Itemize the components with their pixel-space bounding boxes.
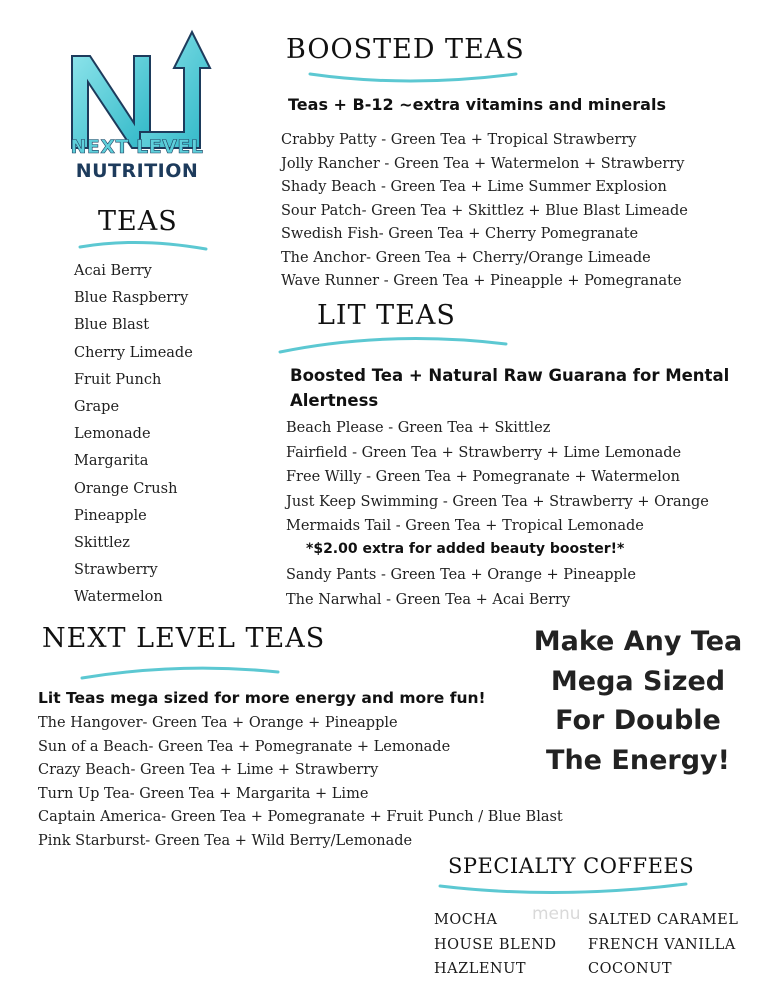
tea-item: Watermelon xyxy=(74,589,163,606)
mega-line: For Double xyxy=(555,705,721,736)
tea-item: Cherry Limeade xyxy=(74,344,193,361)
next-level-tea-item: Pink Starburst- Green Tea + Wild Berry/Lemonade xyxy=(38,832,413,849)
next-level-title: NEXT LEVEL TEAS xyxy=(42,623,326,654)
lit-title: LIT TEAS xyxy=(317,300,456,331)
tea-item: Grape xyxy=(74,399,120,416)
boosted-tea-item: Crabby Patty - Green Tea + Tropical Strawberry xyxy=(281,132,637,148)
tea-item: Blue Raspberry xyxy=(74,290,189,307)
boosted-tea-item: Sour Patch- Green Tea + Skittlez + Blue Blast Limeade xyxy=(281,202,688,219)
boosted-swoosh xyxy=(308,66,518,88)
boosted-tea-item: Swedish Fish- Green Tea + Cherry Pomegranate xyxy=(281,226,639,242)
lit-subtitle-line1: Boosted Tea + Natural Raw Guarana for Mental xyxy=(290,366,730,385)
brand-line2: NUTRITION xyxy=(75,160,199,182)
tea-item: Blue Blast xyxy=(74,317,150,334)
lit-tea-item: Mermaids Tail - Green Tea + Tropical Lemonade xyxy=(286,518,644,534)
tea-item: Margarita xyxy=(74,453,149,470)
boosted-tea-item: The Anchor- Green Tea + Cherry/Orange Limeade xyxy=(281,249,651,266)
teas-title: TEAS xyxy=(98,206,178,237)
lit-note: *$2.00 extra for added beauty booster!* xyxy=(306,541,625,557)
next-level-tea-item: Captain America- Green Tea + Pomegranate + Fruit Punch / Blue Blast xyxy=(38,809,563,825)
mega-line: Make Any Tea xyxy=(533,626,743,657)
tea-item: Orange Crush xyxy=(74,480,178,497)
lit-tea-item: Free Willy - Green Tea + Pomegranate + Watermelon xyxy=(286,469,680,485)
boosted-title: BOOSTED TEAS xyxy=(286,34,525,65)
next-level-tea-item: Crazy Beach- Green Tea + Lime + Strawberry xyxy=(38,762,379,778)
mega-callout xyxy=(522,622,754,780)
lit-list xyxy=(286,416,709,539)
coffee-item: FRENCH VANILLA xyxy=(588,936,736,953)
boosted-tea-item: Jolly Rancher - Green Tea + Watermelon + Strawberry xyxy=(281,155,685,172)
teas-list xyxy=(74,258,244,612)
coffee-item: COCONUT xyxy=(588,961,673,977)
lit-list-extra xyxy=(286,563,636,612)
boosted-list xyxy=(281,129,688,294)
coffees-col2 xyxy=(588,908,738,982)
next-level-tea-item: Turn Up Tea- Green Tea + Margarita + Lime xyxy=(38,785,369,802)
mega-line: The Energy! xyxy=(546,744,730,776)
tea-item: Pineapple xyxy=(74,507,147,524)
lit-tea-item: Sandy Pants - Green Tea + Orange + Pineapple xyxy=(286,567,637,583)
next-level-subtitle: Lit Teas mega sized for more energy and more fun! xyxy=(38,689,486,707)
tea-item: Acai Berry xyxy=(74,263,152,279)
lit-swoosh xyxy=(278,332,508,356)
coffee-item: MOCHA xyxy=(434,912,498,928)
lit-tea-item: Beach Please - Green Tea + Skittlez xyxy=(286,420,551,436)
coffees-col1 xyxy=(434,908,557,982)
tea-item: Skittlez xyxy=(74,535,130,552)
lit-subtitle-line2: Alertness xyxy=(290,391,379,410)
boosted-tea-item: Shady Beach - Green Tea + Lime Summer Explosion xyxy=(281,179,667,195)
next-level-tea-item: Sun of a Beach- Green Tea + Pomegranate + Lemonade xyxy=(38,738,451,755)
brand-line1: NEXT LEVEL xyxy=(70,136,204,158)
logo xyxy=(52,28,222,188)
next-level-list xyxy=(38,712,563,853)
lit-tea-item: Fairfield - Green Tea + Strawberry + Lime Lemonade xyxy=(286,444,682,461)
boosted-subtitle: Teas + B-12 ~extra vitamins and minerals xyxy=(288,95,666,114)
coffees-swoosh xyxy=(438,880,688,898)
next-level-swoosh xyxy=(80,664,280,684)
logo-nl-mark-icon xyxy=(52,28,222,153)
coffee-item: HAZLENUT xyxy=(434,961,526,977)
coffees-title: SPECIALTY COFFEES xyxy=(448,854,695,878)
watermark: menu xyxy=(532,904,581,924)
tea-item: Fruit Punch xyxy=(74,371,162,388)
coffee-item: SALTED CARAMEL xyxy=(588,912,739,928)
next-level-tea-item: The Hangover- Green Tea + Orange + Pineapple xyxy=(38,715,398,731)
mega-line: Mega Sized xyxy=(550,665,726,697)
tea-item: Strawberry xyxy=(74,562,158,579)
lit-tea-item: The Narwhal - Green Tea + Acai Berry xyxy=(286,591,571,608)
lit-tea-item: Just Keep Swimming - Green Tea + Strawberry + Orange xyxy=(286,493,709,510)
tea-item: Lemonade xyxy=(74,426,151,443)
boosted-tea-item: Wave Runner - Green Tea + Pineapple + Pomegranate xyxy=(281,273,682,289)
coffee-item: HOUSE BLEND xyxy=(434,936,557,953)
teas-swoosh xyxy=(78,237,208,255)
